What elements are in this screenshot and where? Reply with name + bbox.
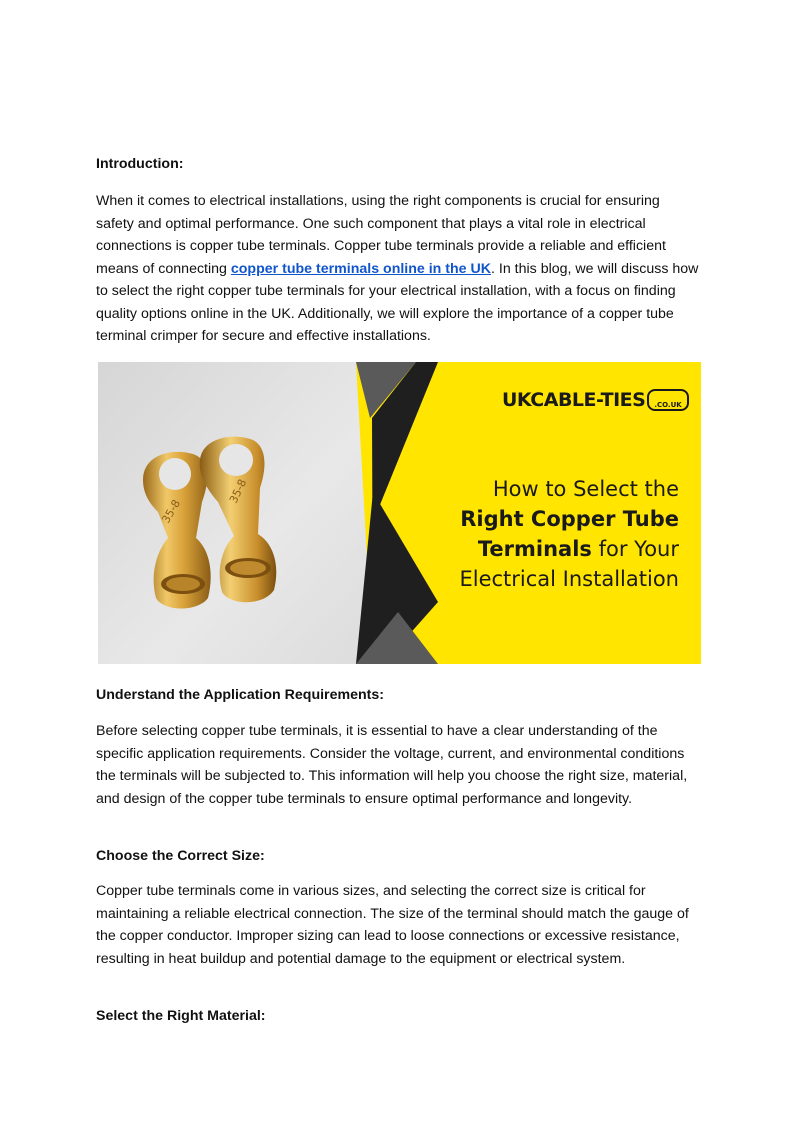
intro-heading: Introduction: xyxy=(96,156,184,172)
section-text-application: Before selecting copper tube terminals, it is essential to have a clear understanding of the specific application requirements. Consider the voltage, current, and environmental conditions the terminals will be subjected to. This information will help you choose the right size, material, and design of the copper tube terminals to ensure optimal performance and longevity. xyxy=(96,723,688,807)
banner-title-line2: Right Copper Tube xyxy=(460,507,679,531)
lug-marking-left: 35-8 xyxy=(159,497,184,526)
banner-title-line3 xyxy=(379,534,679,564)
ukcable-ties-logo xyxy=(502,386,689,414)
intro-text-after-link: . In this blog, we will discuss how to select the right copper tube terminals for your electrical installation, with a focus on finding quality options online in the UK. Additionally, we will explore the importance of a copper tube terminal crimper for secure and effective installations. xyxy=(96,260,699,344)
banner-title-line1: How to Select the xyxy=(492,477,679,501)
banner-title-line3-rest: for Your xyxy=(591,537,679,561)
intro-paragraph xyxy=(96,190,700,348)
section-text-size: Copper tube terminals come in various sizes, and selecting the correct size is critical for maintaining a reliable electrical connection. The size of the terminal should match the gauge of the copper conductor. Improper sizing can lead to loose connections or excessive resistance, resulting in heat buildup and potential damage to the equipment or electrical system. xyxy=(96,883,689,967)
banner-title-line4: Electrical Installation xyxy=(459,567,679,591)
blog-banner-image xyxy=(98,362,701,664)
banner-title-line3-bold: Terminals xyxy=(477,537,592,561)
brand-name: UKCABLE-TIES xyxy=(502,389,646,411)
intro-text-before-link: When it comes to electrical installations, using the right components is crucial for ensuring safety and optimal performance. One such component that plays a vital role in electrical connections is copper tube terminals. Copper tube terminals provide a reliable and efficient means of connecting xyxy=(96,193,666,277)
banner-title xyxy=(379,474,679,594)
section-heading-size: Choose the Correct Size: xyxy=(96,848,265,864)
copper-tube-terminals-link[interactable]: copper tube terminals online in the UK xyxy=(230,260,492,277)
section-heading-material: Select the Right Material: xyxy=(96,1008,266,1024)
section-heading-application: Understand the Application Requirements: xyxy=(96,687,384,703)
lug-marking-right: 35-8 xyxy=(226,477,250,506)
brand-tld-badge: .CO.UK xyxy=(647,389,688,411)
